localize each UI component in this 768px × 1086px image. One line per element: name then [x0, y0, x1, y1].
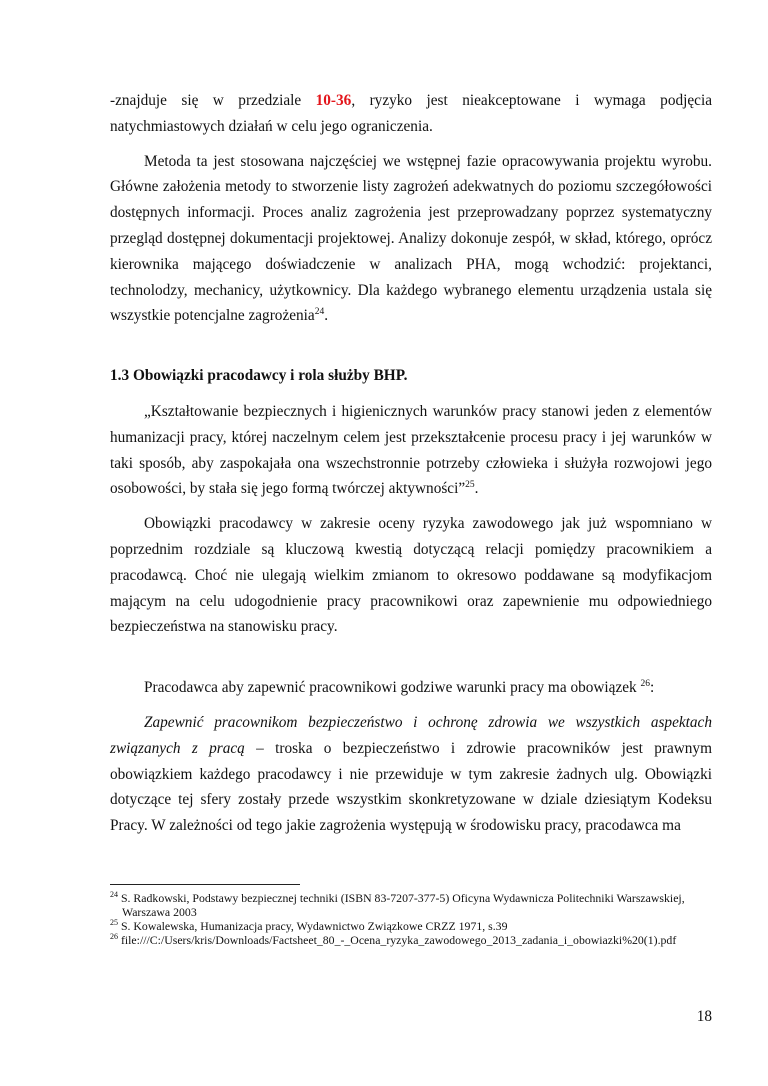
text: Pracodawca aby zapewnić pracownikowi godziwe warunki pracy ma obowiązek: [144, 679, 641, 697]
page-number: 18: [696, 1008, 712, 1025]
footnote-number: 25: [110, 918, 118, 928]
footnote-number: 24: [110, 890, 118, 900]
footnote-text: S. Radkowski, Podstawy bezpiecznej techniki (ISBN 83-7207-377-5) Oficyna Wydawnicza Politechniki Warszawskiej, Warszawa 2003: [120, 891, 685, 919]
risk-range-value: 10-36: [315, 92, 352, 109]
text: :: [650, 679, 655, 697]
paragraph-quote: [110, 399, 712, 502]
text: .: [324, 307, 329, 325]
page-body: [110, 88, 712, 839]
paragraph-pha-method: [110, 149, 712, 330]
italic-text: Zapewnić pracownikom bezpieczeństwo i ochronę zdrowia we wszystkich aspektach związanych z pracą: [110, 713, 712, 757]
paragraph-risk-range: [110, 88, 712, 140]
footnote-divider: [110, 884, 300, 885]
footnote-number: 26: [110, 932, 118, 942]
footnote-ref-26: 26: [640, 679, 651, 690]
text: .: [474, 480, 479, 498]
footnote-25: [110, 919, 712, 933]
paragraph-employer-duties: Obowiązki pracodawcy w zakresie oceny ryzyka zawodowego jak już wspomniano w poprzednim rozdziale są kluczową kwestią dotyczącą relacji pomiędzy pracownikiem a pracodawcą. Choć nie ulegają wielkim zmianom to okresowo poddawane są modyfikacjom mającym na celu udogodnienie pracy pracownikowi oraz zapewnienie mu odpowiedniego bezpieczeństwa na stanowisku pracy.: [110, 515, 712, 636]
footnote-ref-24: 24: [314, 307, 325, 318]
paragraph-safety: [110, 710, 712, 839]
footnote-26: [110, 933, 712, 947]
text: -znajduje się w przedziale: [110, 92, 316, 109]
text: „Kształtowanie bezpiecznych i higienicznych warunków pracy stanowi jeden z elementów humanizacji pracy, której naczelnym celem jest przekształcenie procesu pracy i jej warunków w taki sposób, aby zaspokajała ona wszechstronnie potrzeby człowieka i służyła rozwojowi jego osobowości, by stała się jego formą twórczej aktywności”: [110, 402, 712, 498]
paragraph-employer-obligation: [110, 675, 712, 701]
section-heading: 1.3 Obowiązki pracodawcy i rola służby BHP.: [110, 367, 408, 385]
footnotes: [110, 884, 712, 947]
footnote-link[interactable]: file:///C:/Users/kris/Downloads/Factsheet_80_-_Ocena_ryzyka_zawodowego_2013_zadania_i_obowiazki%20(1).pdf: [120, 933, 677, 947]
footnote-text: S. Kowalewska, Humanizacja pracy, Wydawnictwo Związkowe CRZZ 1971, s.39: [120, 919, 508, 933]
text: , ryzyko jest nieakceptowane i wymaga podjęcia natychmiastowych działań w celu jego ograniczenia.: [110, 92, 712, 135]
footnote-24: [110, 891, 712, 919]
text: Metoda ta jest stosowana najczęściej we wstępnej fazie opracowywania projektu wyrobu. Główne założenia metody to stworzenie listy zagrożeń adekwatnych do poziomu szczegółowości dostępnych informacji. Proces analiz zagrożenia jest przeprowadzany poprzez systematyczny przegląd dostępnej dokumentacji projektowej. Analizy dokonuje zespół, w skład, którego, oprócz kierownika mającego doświadczenie w analizach PHA, mogą wchodzić: projektanci, technolodzy, mechanicy, użytkownicy. Dla każdego wybranego elementu urządzenia ustala się wszystkie potencjalne zagrożenia: [110, 152, 712, 325]
footnote-ref-25: 25: [465, 480, 475, 491]
text: – troska o bezpieczeństwo i zdrowie pracowników jest prawnym obowiązkiem każdego pracodawcy i nie przewiduje w tym zakresie żadnych ulg. Obowiązki dotyczące tej sfery zostały przede wszystkim skonkretyzowane w dziale dziesiątym Kodeksu Pracy. W zależności od tego jakie zagrożenia występują w środowisku pracy, pracodawca ma: [110, 739, 712, 835]
